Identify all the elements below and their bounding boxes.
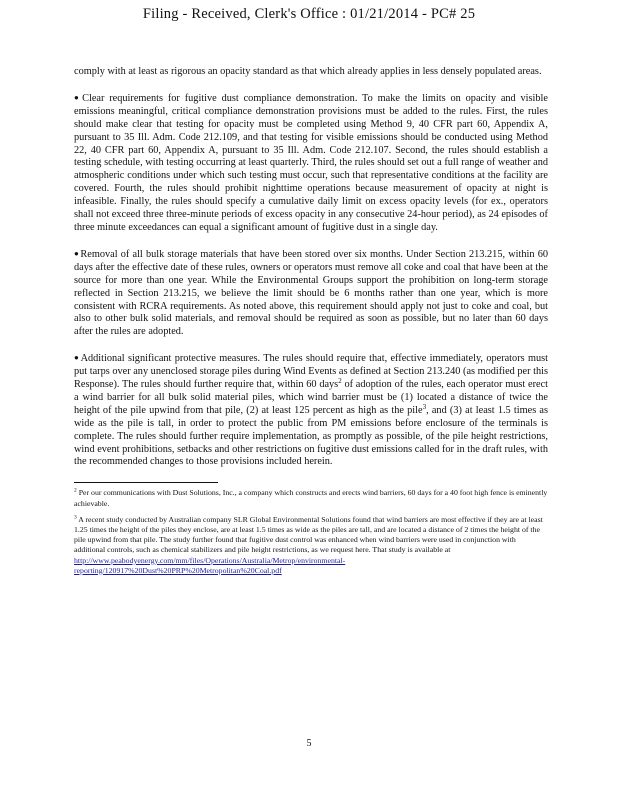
continued-paragraph: comply with at least as rigorous an opacity standard as that which already applies in less densely populated areas. — [74, 66, 542, 77]
footnote-number: 3 — [74, 514, 77, 521]
footnote-divider — [74, 482, 218, 483]
bullet-icon: ● — [74, 248, 80, 258]
study-link[interactable]: http://www.peabodyenergy.com/mm/files/Operations/Australia/Metrop/environmental-reporting/120917%20Dust%20PRP%20Metropolitan%20Coal.pdf — [74, 555, 346, 575]
bullet-storage-removal — [74, 248, 548, 339]
bullet-dust-compliance — [74, 92, 548, 235]
bullet-icon: ● — [74, 92, 82, 102]
footnote-text: A recent study conducted by Australian company SLR Global Environmental Solutions found that wind barriers are most effective if they are at least 1.25 times the height of the piles they enclose, are at least 1.5 times as wide as the piles are tall, and are located a distance of 2 times the height of the pile upwind from that pile. The study further found that fugitive dust control was enhanced when wind barriers were used in conjunction with additional controls, such as chemical stabilizers and pile height restrictions, as we request here. That study is available at — [74, 514, 543, 555]
bullet-icon: ● — [74, 353, 80, 363]
footnote-number: 2 — [74, 487, 77, 494]
footnote-3 — [74, 515, 548, 576]
bullet-protective-measures — [74, 352, 548, 469]
footnote-ref-3[interactable]: 3 — [422, 402, 427, 411]
filing-header: Filing - Received, Clerk's Office : 01/21/2014 - PC# 25 — [142, 6, 476, 22]
bullet-text: Clear requirements for fugitive dust compliance demonstration. To make the limits on opacity and visible emissions meaningful, critical compliance demonstration provisions must be added to the rules. First, the rules should make clear that testing for opacity must be completed using Method 9, 40 CFR part 60, Appendix A, pursuant to 35 Ill. Adm. Code 212.109, and that testing for visible emissions should be conducted using Method 22, 40 CFR part 60, Appendix A, pursuant to 35 Ill. Adm. Code 212.107. Second, the rules should establish a testing schedule, with testing occurring at least quarterly. Third, the rules should set out a full range of weather and atmospheric conditions under which such testing must occur, such that representative conditions at the facility are covered. Fourth, the rules should prohibit nighttime operations because measurement of opacity at night is infeasible. Finally, the rules should specify a cumulative daily limit on excess opacity levels (for ex., operators shall not exceed three three-minute periods of excess opacity in any consecutive 24-hour period), as 24 episodes of three minute exceedances can equal a significant amount of fugitive dust in a single day. — [74, 92, 548, 233]
footnote-2 — [74, 488, 548, 508]
bullet-text-part-c: , and (3) at least 1.5 times as wide as the pile is tall, in order to protect the public from PM emissions before enclosure of the terminals is complete. The rules should further require implementation, as promptly as possible, of the pile height restrictions, wind event prohibitions, setbacks and other restrictions on fugitive dust emissions called for in the draft rules, with the recommended changes to those provisions included herein. — [74, 404, 548, 468]
footnote-ref-2[interactable]: 2 — [338, 377, 342, 386]
page-number: 5 — [306, 738, 312, 749]
bullet-text-part-b: of adoption of the rules, each operator must erect a wind barrier for all bulk solid material piles, which wind barrier must be (1) located a distance of twice the height of the pile upwind from that pile, (2) at least 125 percent as high as the pile — [74, 379, 548, 416]
bullet-text-part-a: Additional significant protective measures. The rules should require that, effective immediately, operators must put tarps over any unenclosed storage piles during Wind Events as defined at Section 213.240 (as modified per this Response). The rules should further require that, within 60 days — [74, 353, 548, 391]
footnote-text: Per our communications with Dust Solutions, Inc., a company which constructs and erects wind barriers, 60 days for a 40 foot high fence is eminently achievable. — [74, 488, 548, 508]
bullet-text: Removal of all bulk storage materials that have been stored over six months. Under Section 213.215, within 60 days after the effective date of these rules, owners or operators must remove all coke and coal that have been at the source for more than one year. While the Environmental Groups support the prohibition on long-term storage reflected in Section 213.215, we believe the limit should be 6 months rather than one year, which is more consistent with RCRA requirements. As noted above, this requirement should apply not just to coke and coal, but also to other bulk solid materials, and removal should be required as soon as possible, but no later than 60 days after the rules are adopted. — [74, 248, 548, 338]
document-body — [74, 66, 548, 582]
